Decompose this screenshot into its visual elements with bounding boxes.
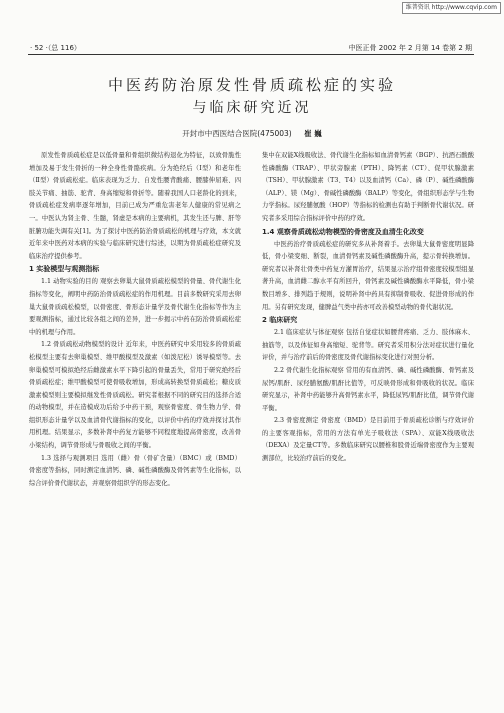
right-column [262, 150, 474, 700]
paragraph-1-3: 1.3 选择与观测项目 选用（雌）骨（骨矿含量）（BMC）或（BMD）骨密度等指标，同时测定血清钙、磷、碱性磷酸酶及骨钙素等生化指标，以综合评价骨代谢状态，并观察骨组织学的形态变化。 [29, 454, 241, 487]
section-heading-2: 2 临床研究 [262, 316, 298, 325]
paragraph-2-2: 2.2 骨代谢生化指标观察 常用的有血清钙、磷、碱性磷酸酶、骨钙素及尿钙/肌酐、尿羟脯氨酸/肌酐比值等，可反映骨形成和骨吸收的状况。临床研究显示，补肾中药能够升高骨钙素水平，降低尿钙/肌酐比值，调节骨代谢平衡。 [262, 366, 474, 412]
paragraph-2-1: 2.1 临床症状与体征观察 包括自觉症状如腰背疼痛、乏力、肢体麻木、抽筋等，以及体征如身高缩短、驼背等。研究者采用积分法对症状进行量化评价，并与治疗前后的骨密度及骨代谢指标变化进行对照分析。 [262, 329, 474, 362]
section-heading-1: 1 实验模型与观测指标 [29, 265, 100, 274]
paragraph-continued: 集中在双能X线吸收法、骨代谢生化指标如血清骨钙素（BGP）、抗酒石酸酸性磷酸酶（TRAP）、甲状旁腺素（PTH）、降钙素（CT）、促甲状腺激素（TSH）、甲状腺激素（T3、T4）以及血清钙（Ca）、磷（P）、碱性磷酸酶（ALP）、镁（Mg）、骨碱性磷酸酶（BALP）等变化，骨组织形态学与生物力学指标。尿羟脯氨酸（HOP）等指标的检测也有助于判断骨代谢状况。研究者多采用综合指标评价中药的疗效。 [262, 152, 474, 222]
page-header [28, 42, 474, 55]
left-column [29, 150, 241, 700]
paragraph-2-3: 2.3 骨密度测定 骨密度（BMD）是目前用于骨质疏松诊断与疗效评价的主要客观指标，常用的方法有单光子吸收法（SPA）、双能X线吸收法（DEXA）及定量CT等。多数临床研究以腰椎和股骨近端骨密度作为主要观测部位，比较治疗前后的变化。 [262, 417, 474, 463]
section-heading-1-4: 1.4 观察骨质疏松动物模型的骨密度及血清生化改变 [262, 227, 424, 236]
article-title-line-1: 中医药防治原发性骨质疏松症的实验 [107, 76, 396, 94]
page-number: · 52 ·（总 116） [30, 44, 81, 52]
author-line [0, 128, 504, 139]
watermark-stamp: 维普资讯 http://www.cqvip.com [402, 2, 501, 14]
paragraph-1-4: 中医药治疗骨质疏松症的研究多从补肾着手。去卵巢大鼠骨密度明显降低，骨小梁变细、断裂，血清骨钙素及碱性磷酸酶升高，提示骨转换增加。研究者以补肾壮骨类中药复方灌胃治疗，结果显示治疗组骨密度较模型组显著升高，血清雌二醇水平有所回升，骨钙素及碱性磷酸酶水平降低，骨小梁数目增多、排列趋于规则，说明补肾中药具有抑制骨吸收、促进骨形成的作用。另有研究发现，健脾益气类中药亦可改善模型动物的骨代谢状况。 [262, 240, 474, 311]
author-name: 崔 巍 [304, 129, 322, 138]
paragraph-1-1: 1.1 动物实验的目的 观察去卵巢大鼠骨质疏松模型的骨量、骨代谢生化指标等变化，阐明中药防治骨质疏松症的作用机理。目前多数研究采用去卵巢大鼠骨质疏松模型，以骨密度、骨形态计量学及骨代谢生化指标等作为主要观测指标，通过比较各组之间的差异，进一步揭示中药在防治骨质疏松症中的机理与作用。 [29, 278, 241, 336]
author-affiliation: 开封市中西医结合医院(475003) [182, 129, 292, 138]
journal-info: 中医正骨 2002 年 2 月第 14 卷第 2 期 [348, 44, 472, 52]
intro-paragraph: 原发性骨质疏松症是以低骨量和骨组织微结构退化为特征，以致骨脆性增加及易于发生骨折的一种全身性骨骼疾病。分为绝经后（Ⅰ型）和老年性（Ⅱ型）骨质疏松症。临床表现为乏力、自发性腰背酸痛、腰膝伸屈难、四肢关节痛、抽筋、驼背、身高缩短和骨折等。随着我国人口老龄化的到来，骨质疏松症发病率逐年增加，目前已成为严重危害老年人健康的常见病之一。中医认为肾主骨、生髓，肾虚是本病的主要病机，其发生还与脾、肝等脏腑功能失调有关[1]。为了探讨中医药防治骨质疏松的机理与疗效，本文就近年来中医药对本病的实验与临床研究进行综述，以期为骨质疏松症研究及临床治疗提供参考。 [29, 152, 241, 260]
paragraph-1-2: 1.2 骨质疏松动物模型的设计 近年来，中医药研究中采用较多的骨质疏松模型主要有去卵巢模型、维甲酸模型及激素（如泼尼松）诱导模型等。去卵巢模型可模拟绝经后雌激素水平下降引起的骨量丢失，常用于研究绝经后骨质疏松症；维甲酸模型可使骨吸收增加，形成高转换型骨质疏松；糖皮质激素模型则主要模拟继发性骨质疏松。研究者根据不同的研究目的选择合适的动物模型，并在造模成功后给予中药干预，观察骨密度、骨生物力学、骨组织形态计量学以及血清骨代谢指标的变化，以评价中药的疗效并探讨其作用机理。结果显示，多数补肾中药复方能够不同程度地提高骨密度，改善骨小梁结构，调节骨形成与骨吸收之间的平衡。 [29, 341, 241, 450]
article-title-line-2: 与临床研究近况 [192, 100, 312, 116]
